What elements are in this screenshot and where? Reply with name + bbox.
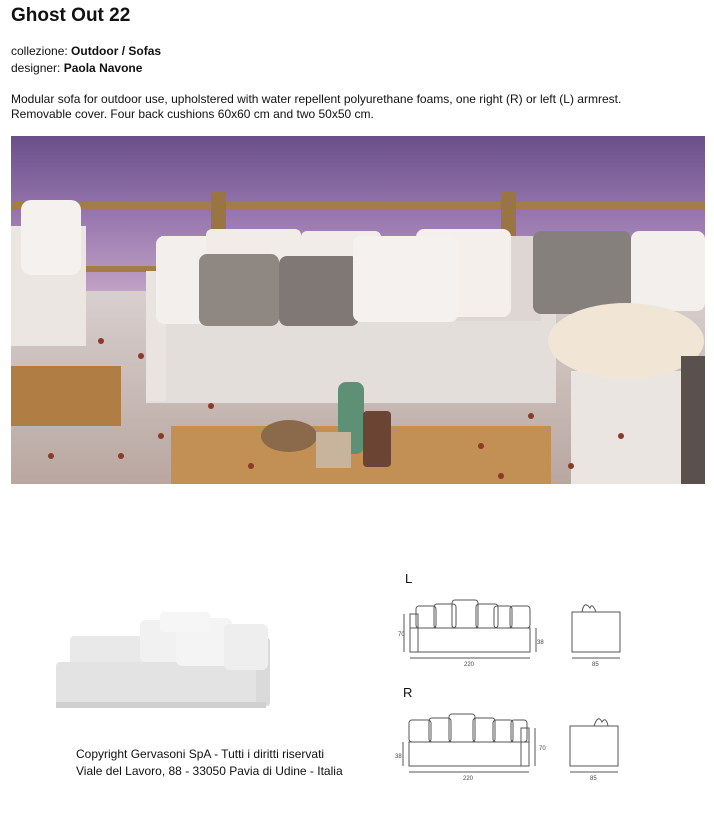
designer-value: Paola Navone: [63, 61, 143, 75]
right-side-drawing: [564, 712, 624, 782]
right-side-depth: 85: [590, 776, 597, 782]
copyright-text: Copyright Gervasoni SpA - Tutti i diritti riservati: [76, 747, 325, 761]
collection-line: [11, 44, 161, 58]
description-line-2: Removable cover. Four back cushions 60x60 cm and two 50x50 cm.: [11, 107, 374, 121]
address-text: Viale del Lavoro, 88 - 33050 Pavia di Udine - Italia: [76, 764, 343, 778]
right-front-height: 70: [539, 746, 546, 752]
left-side-drawing: [566, 598, 626, 668]
left-version-label: L: [405, 571, 413, 586]
left-side-depth: 85: [592, 662, 599, 668]
sofa-render-illustration: [48, 598, 280, 718]
left-front-height: 70: [398, 632, 405, 638]
right-front-width: 220: [463, 776, 474, 782]
description-line-1: Modular sofa for outdoor use, upholstered with water repellent polyurethane foams, one right (R) or left (L) armrest.: [11, 92, 622, 106]
hero-photo-illustration: [11, 136, 705, 484]
left-front-width: 220: [464, 662, 475, 668]
left-front-seat: 38: [537, 640, 544, 646]
product-render: [48, 598, 280, 718]
designer-label: designer:: [11, 61, 61, 75]
right-version-label: R: [403, 685, 413, 700]
collection-label: collezione:: [11, 44, 68, 58]
product-title: Ghost Out 22: [11, 5, 131, 26]
right-front-seat: 38: [395, 754, 402, 760]
left-front-drawing: [396, 592, 546, 668]
collection-value: Outdoor / Sofas: [71, 44, 162, 58]
right-front-drawing: [393, 706, 553, 782]
designer-line: [11, 61, 142, 75]
hero-photo: [11, 136, 705, 484]
product-description: [11, 92, 701, 122]
